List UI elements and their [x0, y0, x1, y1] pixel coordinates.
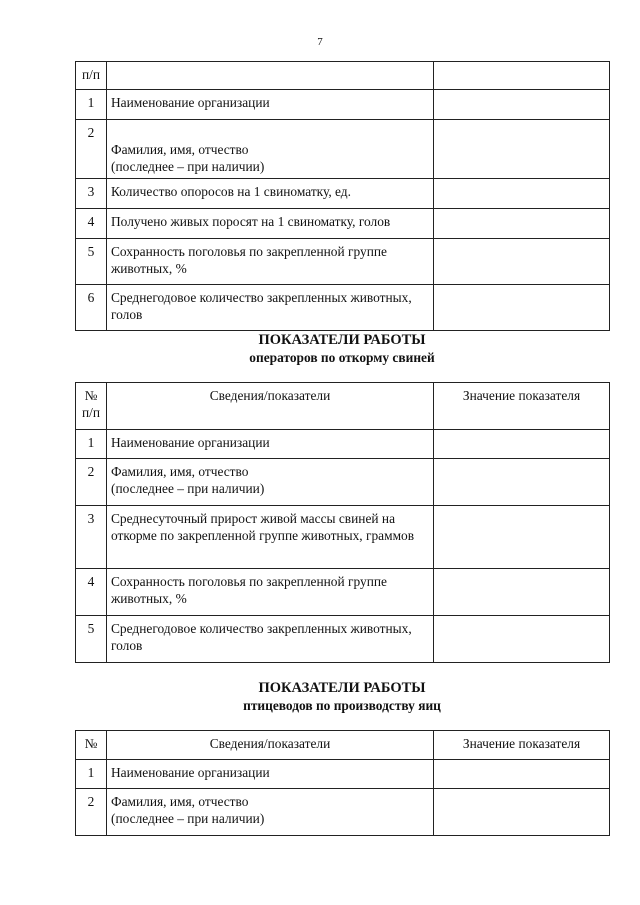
row-label: Фамилия, имя, отчество (последнее – при наличии): [107, 789, 434, 836]
table-row: [76, 616, 610, 663]
table-row: [76, 90, 610, 120]
row-label-line: Фамилия, имя, отчество (последнее – при наличии): [111, 142, 265, 174]
section-title: ПОКАЗАТЕЛИ РАБОТЫ: [258, 680, 426, 696]
header-num-cell: №: [76, 731, 107, 760]
header-num-cell: № п/п: [76, 383, 107, 430]
row-number: 2: [76, 789, 107, 836]
row-label: [107, 120, 434, 179]
row-label: Сохранность поголовья по закрепленной группе животных, %: [107, 569, 434, 616]
row-label: Среднесуточный прирост живой массы свиней на откорме по закрепленной группе животных, граммов: [107, 506, 434, 569]
row-label: Сохранность поголовья по закрепленной группе животных, %: [107, 239, 434, 285]
row-label: Получено живых поросят на 1 свиноматку, голов: [107, 209, 434, 239]
header-value-cell: Значение показателя: [434, 383, 610, 430]
row-value-cell[interactable]: [434, 616, 610, 663]
row-label: Количество опоросов на 1 свиноматку, ед.: [107, 179, 434, 209]
table-row: [76, 459, 610, 506]
row-label: Наименование организации: [107, 430, 434, 459]
header-value-cell: Значение показателя: [434, 731, 610, 760]
row-value-cell[interactable]: [434, 90, 610, 120]
row-number: 1: [76, 430, 107, 459]
row-label: Наименование организации: [107, 760, 434, 789]
table-header-row: [76, 731, 610, 760]
table-row: [76, 179, 610, 209]
section-subtitle: операторов по откорму свиней: [249, 350, 435, 365]
table-pig-fattening-operators: [75, 382, 610, 663]
table-row: [76, 506, 610, 569]
header-value-cell: [434, 62, 610, 90]
row-number: 1: [76, 90, 107, 120]
section-heading-egg-production: [75, 679, 609, 714]
row-value-cell[interactable]: [434, 239, 610, 285]
row-number: 2: [76, 459, 107, 506]
row-label: Среднегодовое количество закрепленных животных, голов: [107, 616, 434, 663]
table-row: [76, 569, 610, 616]
header-info-cell: Сведения/показатели: [107, 383, 434, 430]
table-row: [76, 120, 610, 179]
row-number: 1: [76, 760, 107, 789]
table-row: [76, 760, 610, 789]
row-value-cell[interactable]: [434, 506, 610, 569]
row-value-cell[interactable]: [434, 285, 610, 331]
table-sow-operators-continued: [75, 61, 610, 331]
table-row: [76, 209, 610, 239]
table-row: [76, 285, 610, 331]
table-header-row: [76, 62, 610, 90]
row-value-cell[interactable]: [434, 760, 610, 789]
row-number: 5: [76, 616, 107, 663]
row-number: 3: [76, 506, 107, 569]
table-row: [76, 789, 610, 836]
row-value-cell[interactable]: [434, 789, 610, 836]
row-value-cell[interactable]: [434, 459, 610, 506]
row-value-cell[interactable]: [434, 120, 610, 179]
row-number: 3: [76, 179, 107, 209]
row-value-cell[interactable]: [434, 179, 610, 209]
row-value-cell[interactable]: [434, 209, 610, 239]
header-info-cell: [107, 62, 434, 90]
row-number: 6: [76, 285, 107, 331]
table-row: [76, 430, 610, 459]
table-egg-production-poultry-workers: [75, 730, 610, 836]
section-title: ПОКАЗАТЕЛИ РАБОТЫ: [258, 332, 426, 348]
row-label: Фамилия, имя, отчество (последнее – при наличии): [107, 459, 434, 506]
row-label: Наименование организации: [107, 90, 434, 120]
row-number: 4: [76, 569, 107, 616]
row-label: Среднегодовое количество закрепленных животных, голов: [107, 285, 434, 331]
header-info-cell: Сведения/показатели: [107, 731, 434, 760]
row-value-cell[interactable]: [434, 430, 610, 459]
row-value-cell[interactable]: [434, 569, 610, 616]
row-number: 5: [76, 239, 107, 285]
header-num-cell: п/п: [76, 62, 107, 90]
table-row: [76, 239, 610, 285]
row-number: 4: [76, 209, 107, 239]
section-heading-pig-fattening: [75, 331, 609, 366]
page-number: 7: [317, 36, 323, 48]
section-subtitle: птицеводов по производству яиц: [243, 698, 441, 713]
row-number: 2: [76, 120, 107, 179]
table-header-row: [76, 383, 610, 430]
